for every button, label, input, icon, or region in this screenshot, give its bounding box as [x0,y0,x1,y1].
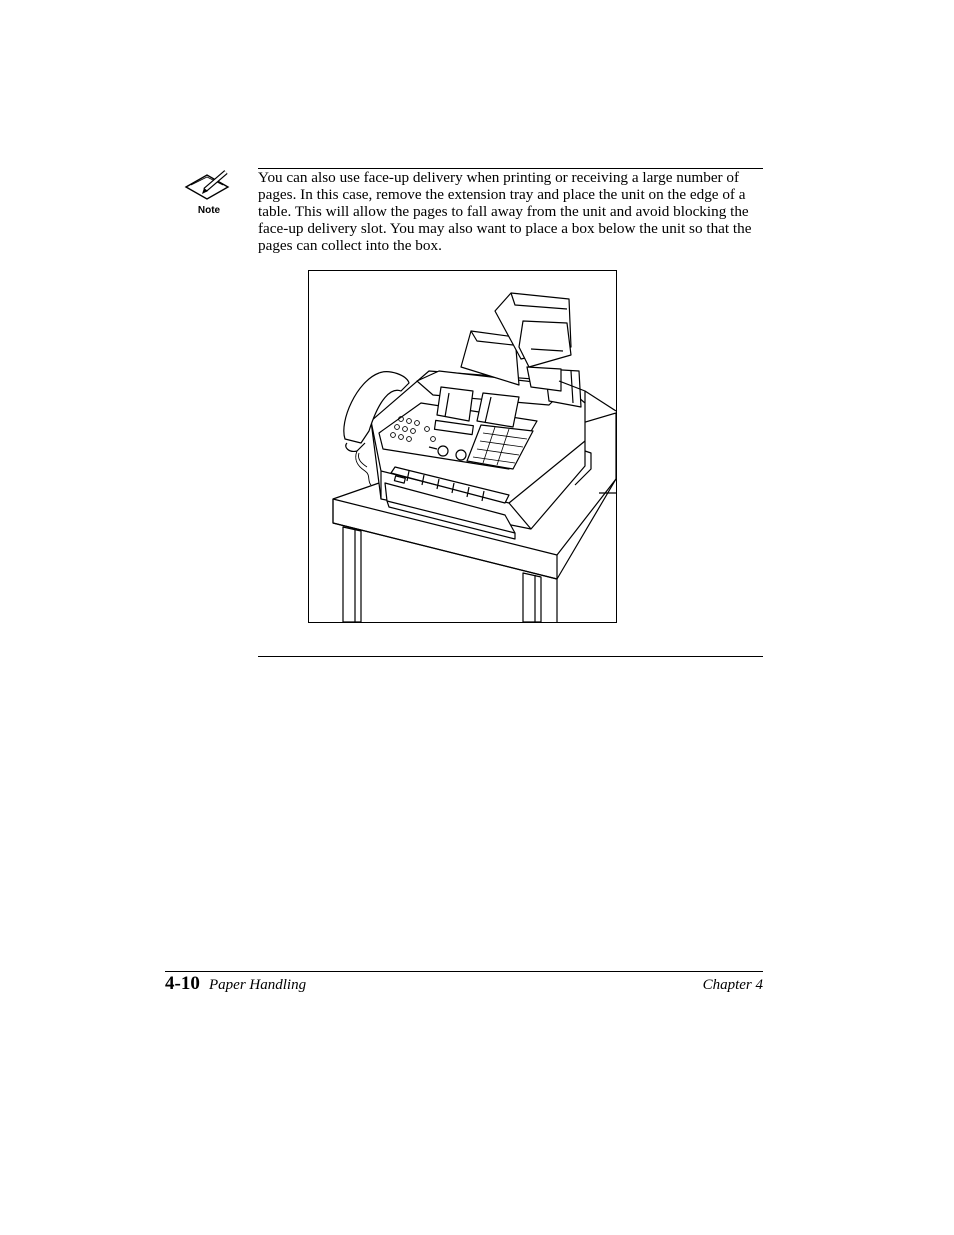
fax-machine-illustration [308,270,617,623]
table-leg-left [343,527,361,622]
footer-divider [165,971,763,972]
page-number: 4-10 [165,973,200,994]
chapter-label: Chapter 4 [702,977,763,993]
note-label: Note [197,205,221,216]
section-title: Paper Handling [209,977,307,993]
table-leg-right [523,573,541,622]
bottom-divider [258,656,763,657]
note-text: You can also use face-up delivery when printing or receiving a large number of pages. In this case, remove the extension tray and place the unit on the edge of a table. This will allow the pages to fall away from the unit and avoid blocking the face-up delivery slot. You may also want to place a box below the unit so that the pages can collect into the box. [258,169,752,254]
